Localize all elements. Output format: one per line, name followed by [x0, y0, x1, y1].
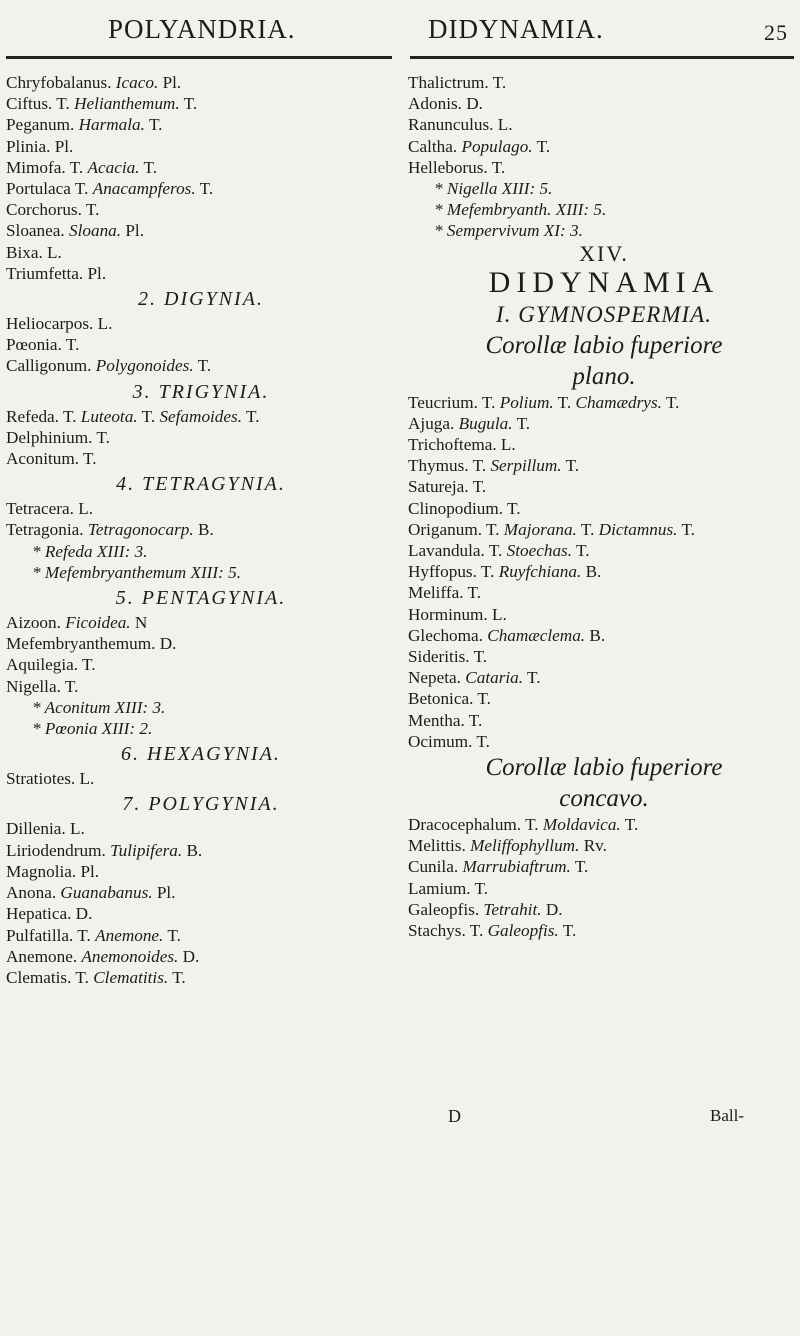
order-heading: 7. POLYGYNIA.	[122, 793, 280, 816]
genus-name: Origanum. T.	[408, 519, 500, 539]
genus-name: Galeopfis.	[408, 899, 480, 919]
synonym: Anemone.	[95, 925, 164, 945]
genus-name: Pœonia. T.	[6, 335, 80, 355]
author-abbrev: T.	[665, 392, 680, 412]
synonym: Luteota.	[80, 406, 138, 426]
genus-entry	[6, 114, 396, 135]
genus-name: Teucrium. T.	[408, 392, 496, 412]
genus-entry	[6, 840, 396, 861]
author-abbrev: T.	[527, 668, 541, 688]
genus-name: Clinopodium. T.	[408, 498, 521, 518]
genus-entry	[408, 688, 800, 709]
synonym: Chamædrys.	[575, 392, 662, 412]
page-number: 25	[764, 20, 788, 45]
order-heading: 5. PENTAGYNIA.	[115, 587, 287, 610]
genus-name: Helleborus. T.	[408, 157, 506, 177]
cross-reference: * Pœonia XIII: 2.	[32, 719, 153, 739]
genus-name: Trichoftema. L.	[408, 435, 516, 455]
genus-entry	[6, 93, 396, 114]
genus-entry	[408, 392, 800, 413]
genus-name: Dillenia. L.	[6, 819, 85, 839]
genus-entry	[6, 406, 396, 427]
order-heading: 3. TRIGYNIA.	[132, 380, 270, 403]
genus-entry	[6, 199, 396, 220]
running-header-left: POLYANDRIA.	[108, 14, 296, 44]
genus-name: Satureja. T.	[408, 477, 487, 497]
genus-name: Stratiotes. L.	[6, 769, 95, 789]
synonym: Polium.	[499, 392, 554, 412]
synonym: Tetrahit.	[483, 899, 542, 919]
genus-entry	[408, 604, 800, 625]
genus-entry	[408, 710, 800, 731]
synonym: Icaco.	[115, 73, 159, 92]
genus-entry	[408, 625, 800, 646]
genus-entry	[6, 654, 396, 675]
genus-name: Tetracera. L.	[6, 499, 94, 519]
author-abbrev: T.	[172, 967, 186, 987]
genus-name: Sideritis. T.	[408, 647, 488, 667]
synonym: Serpillum.	[490, 456, 562, 476]
genus-name: Hepatica. D.	[6, 904, 93, 924]
genus-name: Tetragonia.	[6, 520, 84, 540]
genus-name: Ajuga.	[408, 413, 455, 433]
genus-entry	[6, 676, 396, 697]
author-abbrev: B.	[585, 562, 602, 582]
header-rule-right	[410, 56, 794, 59]
cross-reference: * Aconitum XIII: 3.	[32, 697, 166, 717]
genus-name: Delphinium. T.	[6, 427, 110, 447]
genus-name: Bixa. L.	[6, 242, 62, 262]
author-abbrev: T.	[141, 406, 156, 426]
genus-name: Cunila.	[408, 857, 459, 877]
genus-entry	[408, 667, 800, 688]
genus-entry	[408, 72, 800, 93]
author-abbrev: T.	[681, 519, 695, 539]
genus-name: Nigella. T.	[6, 676, 79, 696]
synonym: Polygonoides.	[95, 356, 194, 376]
synonym: Ruyfchiana.	[498, 562, 582, 582]
catchword: Ball-	[710, 1106, 744, 1125]
synonym: Dictamnus.	[598, 519, 678, 539]
genus-entry	[6, 946, 396, 967]
genus-name: Nepeta.	[408, 668, 461, 688]
subsection-heading: Corollæ labio fuperiore	[485, 754, 723, 782]
genus-name: Lamium. T.	[408, 878, 489, 898]
left-column	[6, 72, 396, 988]
cross-reference: * Refeda XIII: 3.	[32, 541, 148, 561]
cross-reference: * Mefembryanth. XIII: 5.	[434, 200, 607, 220]
genus-entry	[408, 455, 800, 476]
genus-name: Meliffa. T.	[408, 583, 482, 603]
synonym: Majorana.	[503, 519, 577, 539]
genus-name: Refeda. T.	[6, 406, 77, 426]
genus-entry	[6, 448, 396, 469]
genus-entry	[6, 136, 396, 157]
author-abbrev: T.	[562, 921, 577, 941]
genus-name: Clematis. T.	[6, 967, 89, 987]
class-heading: DIDYNAMIA	[488, 265, 720, 299]
genus-name: Glechoma.	[408, 625, 483, 645]
author-abbrev: T.	[246, 406, 260, 426]
author-abbrev: B.	[186, 840, 203, 860]
synonym: Acacia.	[87, 157, 140, 177]
order-heading: 6. HEXAGYNIA.	[121, 743, 281, 766]
genus-entry	[6, 903, 396, 924]
genus-name: Mentha. T.	[408, 710, 483, 730]
genus-name: Aconitum. T.	[6, 449, 97, 469]
genus-name: Magnolia. Pl.	[6, 861, 100, 881]
genus-entry	[408, 582, 800, 603]
genus-entry	[6, 313, 396, 334]
genus-name: Ranunculus. L.	[408, 115, 513, 135]
genus-entry	[408, 114, 800, 135]
synonym: Clematitis.	[93, 967, 169, 987]
subsection-heading: plano.	[572, 362, 636, 390]
genus-entry	[408, 731, 800, 752]
right-column	[408, 72, 800, 941]
genus-name: Hyffopus. T.	[408, 562, 495, 582]
running-header-right: DIDYNAMIA.	[428, 14, 604, 44]
author-abbrev: T.	[183, 94, 198, 114]
author-abbrev: T.	[197, 356, 212, 376]
signature-mark: D	[448, 1106, 461, 1126]
genus-name: Plinia. Pl.	[6, 136, 74, 156]
genus-entry	[6, 925, 396, 946]
author-abbrev: Pl.	[125, 221, 144, 241]
author-abbrev: D.	[545, 899, 563, 919]
genus-name: Ciftus. T.	[6, 94, 70, 114]
order-heading: 2. DIGYNIA.	[138, 288, 264, 311]
genus-entry	[408, 93, 800, 114]
author-abbrev: B.	[197, 520, 214, 540]
cross-reference: * Nigella XIII: 5.	[434, 179, 553, 199]
genus-entry	[6, 263, 396, 284]
genus-entry	[6, 334, 396, 355]
genus-entry	[6, 861, 396, 882]
synonym: Sefamoides.	[159, 406, 243, 426]
genus-name: Aquilegia. T.	[6, 655, 96, 675]
genus-entry	[408, 899, 800, 920]
genus-entry	[6, 355, 396, 376]
genus-name: Calligonum.	[6, 356, 92, 376]
genus-entry	[6, 612, 396, 633]
genus-name: Adonis. D.	[408, 94, 483, 114]
genus-entry	[6, 498, 396, 519]
genus-entry	[6, 967, 396, 988]
genus-name: Mefembryanthemum. D.	[6, 634, 177, 654]
genus-entry	[408, 878, 800, 899]
order-heading: 4. TETRAGYNIA.	[116, 473, 286, 496]
genus-entry	[6, 519, 396, 540]
author-abbrev: T.	[576, 541, 590, 561]
author-abbrev: T.	[516, 413, 531, 433]
genus-name: Thalictrum. T.	[408, 73, 507, 92]
synonym: Anemonoides.	[81, 946, 179, 966]
genus-entry	[408, 476, 800, 497]
genus-entry	[6, 178, 396, 199]
genus-entry	[6, 633, 396, 654]
genus-name: Anemone.	[6, 946, 78, 966]
genus-entry	[6, 768, 396, 789]
genus-entry	[408, 413, 800, 434]
author-abbrev: T.	[536, 136, 551, 156]
genus-entry	[408, 434, 800, 455]
synonym: Tulipifera.	[110, 840, 183, 860]
synonym: Stoechas.	[506, 541, 573, 561]
subsection-heading: concavo.	[559, 785, 649, 813]
author-abbrev: B.	[589, 625, 606, 645]
genus-entry	[408, 157, 800, 178]
genus-entry	[6, 72, 396, 93]
genus-entry	[6, 427, 396, 448]
header-rule-left	[6, 56, 392, 59]
genus-entry	[408, 856, 800, 877]
synonym: Bugula.	[458, 413, 513, 433]
author-abbrev: Rv.	[583, 836, 607, 856]
genus-entry	[6, 157, 396, 178]
genus-name: Sloanea.	[6, 221, 65, 241]
synonym: Populago.	[461, 136, 533, 156]
synonym: Galeopfis.	[487, 921, 559, 941]
genus-entry	[408, 646, 800, 667]
genus-entry	[408, 814, 800, 835]
cross-reference: * Mefembryanthemum XIII: 5.	[32, 562, 242, 582]
genus-entry	[6, 882, 396, 903]
synonym: Chamæclema.	[487, 625, 586, 645]
author-abbrev: T.	[199, 179, 214, 199]
genus-entry	[6, 220, 396, 241]
genus-name: Thymus. T.	[408, 456, 487, 476]
author-abbrev: T.	[148, 115, 163, 135]
genus-name: Lavandula. T.	[408, 541, 503, 561]
cross-reference: * Sempervivum XI: 3.	[434, 221, 583, 241]
genus-entry	[408, 835, 800, 856]
genus-name: Heliocarpos. L.	[6, 314, 113, 334]
synonym: Guanabanus.	[60, 883, 153, 903]
genus-entry	[408, 519, 800, 540]
synonym: Sloana.	[69, 221, 122, 241]
synonym: Cataria.	[465, 668, 524, 688]
author-abbrev: T.	[557, 392, 572, 412]
genus-name: Betonica. T.	[408, 689, 491, 709]
genus-name: Stachys. T.	[408, 921, 484, 941]
author-abbrev: N	[134, 613, 148, 633]
class-number: XIV.	[579, 240, 629, 266]
genus-name: Horminum. L.	[408, 604, 507, 624]
genus-entry	[408, 561, 800, 582]
synonym: Moldavica.	[542, 815, 621, 835]
genus-name: Pulfatilla. T.	[6, 925, 91, 945]
genus-name: Mimofa. T.	[6, 157, 84, 177]
genus-name: Portulaca T.	[6, 179, 89, 199]
genus-name: Aizoon.	[6, 613, 61, 633]
author-abbrev: T.	[624, 815, 639, 835]
genus-name: Dracocephalum. T.	[408, 815, 539, 835]
synonym: Meliffophyllum.	[470, 836, 580, 856]
author-abbrev: T.	[143, 157, 158, 177]
synonym: Marrubiaftrum.	[462, 857, 571, 877]
genus-entry	[408, 498, 800, 519]
author-abbrev: D.	[182, 946, 200, 966]
subsection-heading: Corollæ labio fuperiore	[485, 331, 723, 359]
author-abbrev: T.	[580, 519, 595, 539]
author-abbrev: Pl.	[156, 883, 176, 903]
genus-name: Ocimum. T.	[408, 731, 490, 751]
synonym: Helianthemum.	[74, 94, 180, 114]
genus-name: Anona.	[6, 883, 57, 903]
genus-entry	[6, 242, 396, 263]
synonym: Tetragonocarp.	[87, 520, 194, 540]
genus-name: Triumfetta. Pl.	[6, 263, 107, 283]
genus-entry	[408, 920, 800, 941]
genus-name: Melittis.	[408, 836, 466, 856]
order-heading: I. GYMNOSPERMIA.	[496, 301, 712, 327]
genus-name: Peganum.	[6, 115, 75, 135]
genus-entry	[408, 540, 800, 561]
genus-name: Liriodendrum.	[6, 840, 106, 860]
genus-entry	[408, 136, 800, 157]
author-abbrev: T.	[565, 456, 580, 476]
genus-entry	[6, 818, 396, 839]
synonym: Ficoidea.	[65, 613, 131, 633]
genus-name: Corchorus. T.	[6, 200, 100, 220]
synonym: Anacampferos.	[92, 179, 196, 199]
author-abbrev: T.	[574, 857, 589, 877]
author-abbrev: T.	[167, 925, 181, 945]
synonym: Harmala.	[78, 115, 145, 135]
author-abbrev: Pl.	[162, 73, 182, 92]
genus-name: Caltha.	[408, 136, 458, 156]
genus-name: Chryfobalanus.	[6, 73, 112, 92]
